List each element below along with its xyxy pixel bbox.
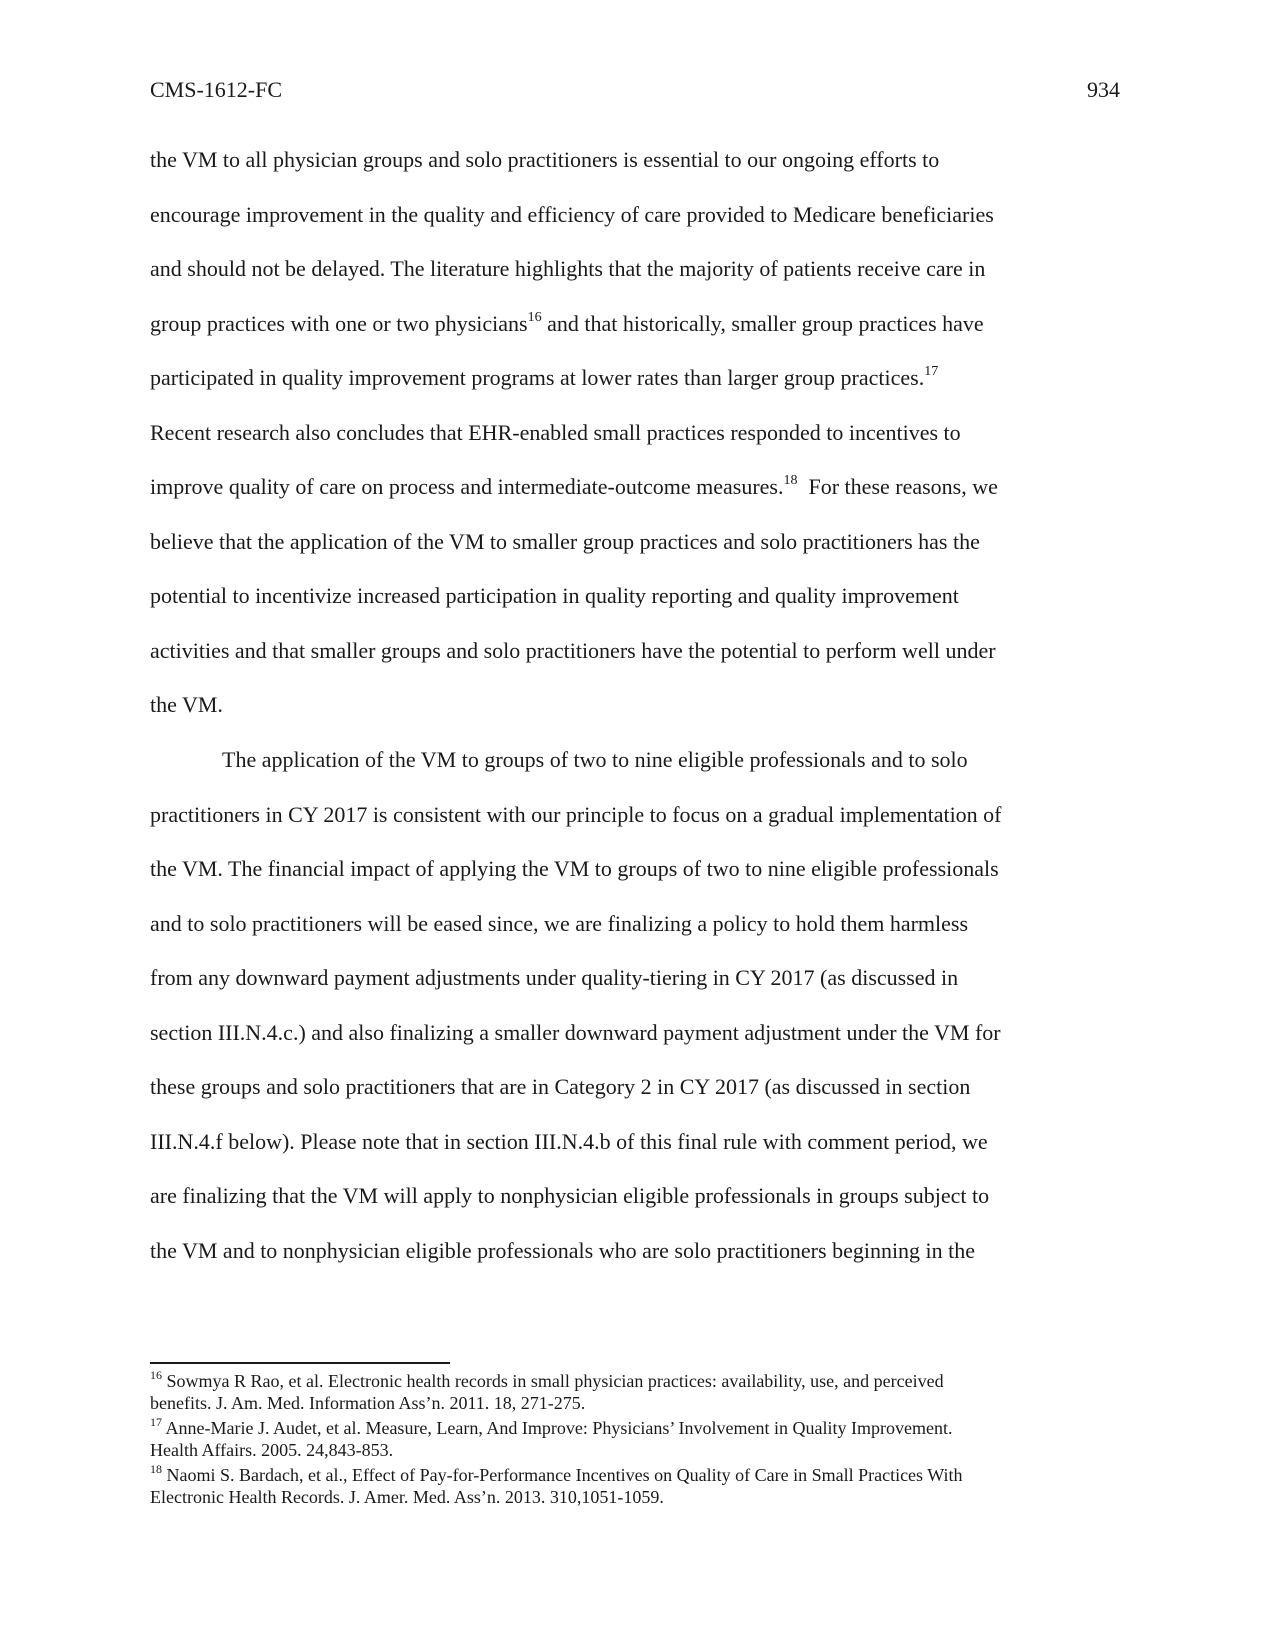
text-line: the VM.	[150, 692, 223, 717]
footnote-line: Electronic Health Records. J. Amer. Med. Ass’n. 2013. 310,1051-1059.	[150, 1487, 664, 1507]
text-line	[150, 309, 984, 339]
footnote-line: benefits. J. Am. Med. Information Ass’n. 2011. 18, 271-275.	[150, 1393, 586, 1413]
text-span: improve quality of care on process and intermediate-outcome measures.	[150, 474, 784, 499]
text-line: the VM. The financial impact of applying the VM to groups of two to nine eligible professionals	[150, 856, 999, 881]
footnote-number: 17	[150, 1415, 162, 1429]
text-line	[150, 472, 998, 502]
text-line: are finalizing that the VM will apply to nonphysician eligible professionals in groups subject to	[150, 1183, 990, 1208]
text-line: section III.N.4.c.) and also finalizing a smaller downward payment adjustment under the VM for	[150, 1020, 1001, 1045]
page-number: 934	[1087, 77, 1120, 102]
footnote-ref[interactable]: 18	[783, 472, 798, 488]
text-span: participated in quality improvement programs at lower rates than larger group practices.	[150, 365, 925, 390]
text-line: these groups and solo practitioners that are in Category 2 in CY 2017 (as discussed in section	[150, 1074, 971, 1099]
text-line: the VM and to nonphysician eligible professionals who are solo practitioners beginning in the	[150, 1238, 976, 1263]
text-line: believe that the application of the VM to smaller group practices and solo practitioners has the	[150, 529, 980, 554]
footnote-line: Health Affairs. 2005. 24,843-853.	[150, 1440, 394, 1460]
document-id: CMS-1612-FC	[150, 77, 283, 102]
text-line: III.N.4.f below). Please note that in section III.N.4.b of this final rule with comment period, we	[150, 1129, 988, 1154]
footnote-number: 18	[150, 1462, 162, 1476]
text-span: group practices with one or two physicians	[150, 311, 528, 336]
footnote-number: 16	[150, 1368, 162, 1382]
text-line: Recent research also concludes that EHR-enabled small practices responded to incentives to	[150, 420, 961, 445]
text-line	[150, 363, 938, 393]
footnote-text: Anne-Marie J. Audet, et al. Measure, Learn, And Improve: Physicians’ Involvement in Quality Improvement.	[162, 1418, 953, 1438]
text-line: activities and that smaller groups and solo practitioners have the potential to perform well under	[150, 638, 996, 663]
text-span: and that historically, smaller group practices have	[541, 311, 984, 336]
footnote-text: Sowmya R Rao, et al. Electronic health records in small physician practices: availability, use, and perceived	[162, 1371, 944, 1391]
text-line: the VM to all physician groups and solo practitioners is essential to our ongoing efforts to	[150, 147, 940, 172]
footnote-separator	[150, 1362, 450, 1364]
text-line: from any downward payment adjustments under quality-tiering in CY 2017 (as discussed in	[150, 965, 959, 990]
text-line: encourage improvement in the quality and efficiency of care provided to Medicare beneficiaries	[150, 202, 994, 227]
footnote-line	[150, 1370, 944, 1392]
text-line: The application of the VM to groups of two to nine eligible professionals and to solo	[222, 747, 968, 772]
text-line: potential to incentivize increased participation in quality reporting and quality improvement	[150, 583, 959, 608]
footnote-ref[interactable]: 16	[527, 309, 542, 325]
text-line: practitioners in CY 2017 is consistent with our principle to focus on a gradual implementation of	[150, 802, 1002, 827]
footnote-line	[150, 1417, 952, 1439]
footnote-line	[150, 1464, 963, 1486]
text-line: and should not be delayed. The literature highlights that the majority of patients receive care in	[150, 256, 986, 281]
footnote-ref[interactable]: 17	[924, 363, 939, 379]
footnote-text: Naomi S. Bardach, et al., Effect of Pay-for-Performance Incentives on Quality of Care in Small Practices With	[162, 1465, 963, 1485]
text-span: For these reasons, we	[797, 474, 998, 499]
text-line: and to solo practitioners will be eased since, we are finalizing a policy to hold them harmless	[150, 911, 969, 936]
